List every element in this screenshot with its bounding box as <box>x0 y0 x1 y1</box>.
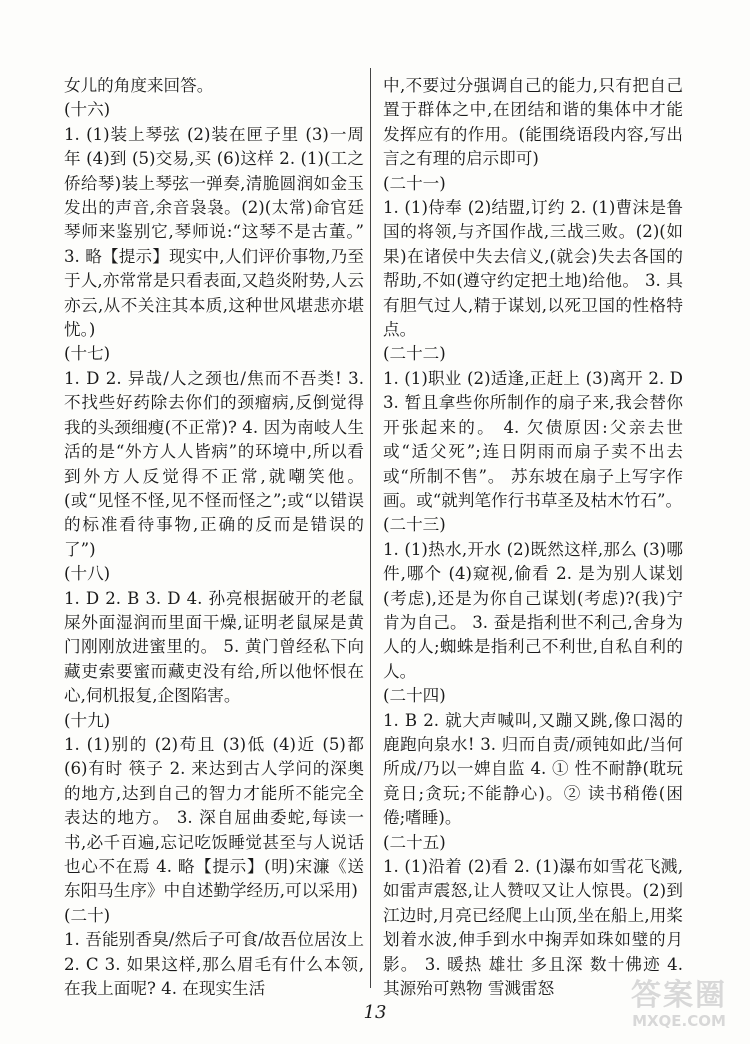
watermark-logo <box>620 980 738 1034</box>
section-heading: (十九) <box>64 710 111 730</box>
section-heading: (二十二) <box>383 344 446 364</box>
left-column <box>64 74 364 1001</box>
answer-paragraph: 1. D 2. B 3. D 4. 孙亮根据破开的老鼠屎外面湿润而里面干燥,证明老鼠屎是黄门刚刚放进蜜里的。 5. 黄门曾经私下向藏吏索要蜜而藏吏没有给,所以他怀恨在心,伺机报复,企图陷害。 <box>64 588 364 706</box>
section-heading: (二十) <box>64 905 111 925</box>
answer-paragraph: 1. (1)沿着 (2)看 2. (1)瀑布如雪花飞溅,如雷声震怒,让人赞叹又让人惊畏。(2)到江边时,月亮已经爬上山顶,坐在船上,用桨划着水波,伸手到水中掬弄如珠如璧的月影。 3. 暖热 雄壮 多且深 数十佛迹 4. 其源殆可熟物 雪溅雷怒 <box>383 857 683 999</box>
column-divider <box>370 68 371 988</box>
section-heading: (二十三) <box>383 515 446 535</box>
answer-paragraph: 1. B 2. 就大声喊叫,又蹦又跳,像口渴的鹿跑向泉水! 3. 归而自责/顽钝如此/当何所成/乃以一婢自监 4. ① 性不耐静(耽玩竟日;贪玩;不能静心)。② 读书稍倦(困倦;嗜睡)。 <box>383 710 683 828</box>
answer-paragraph: 1. (1)侍奉 (2)结盟,订约 2. (1)曹沫是鲁国的将领,与齐国作战,三战三败。(2)(如果)在诸侯中失去信义,(就会)失去各国的帮助,不如(遵守约定把土地)给他。 3. 具有胆气过人,精于谋划,以死卫国的性格特点。 <box>383 198 683 340</box>
watermark-url: MXQE.COM <box>632 1012 726 1030</box>
section-heading: (二十四) <box>383 686 446 706</box>
answer-paragraph: 中,不要过分强调自己的能力,只有把自己置于群体之中,在团结和谐的集体中才能发挥应有的作用。(能围绕语段内容,写出言之有理的启示即可) <box>383 76 683 169</box>
answer-paragraph: 1. (1)装上琴弦 (2)装在匣子里 (3)一周年 (4)到 (5)交易,买 (6)这样 2. (1)(工之侨给琴)装上琴弦一弹奏,清脆圆润如金玉发出的声音,余音袅袅。(2)(太常)命官廷琴师来鉴别它,琴师说:“这琴不是古董。” 3. 略【提示】现实中,人们评价事物,乃至于人,亦常常是只看表面,又趋炎附势,人云亦云,从不关注其本质,这种世风堪悲亦堪忧。) <box>64 124 364 340</box>
section-heading: (二十五) <box>383 832 446 852</box>
right-column <box>383 74 683 1001</box>
answer-paragraph: 1. 吾能别香臭/然后子可食/故吾位居汝上 2. C 3. 如果这样,那么眉毛有什么本领,在我上面呢? 4. 在现实生活 <box>64 930 364 999</box>
watermark-text: 答案圈 <box>631 978 727 1013</box>
answer-paragraph: 1. (1)热水,开水 (2)既然这样,那么 (3)哪件,哪个 (4)窥视,偷看 2. 是为别人谋划(考虑),还是为你自己谋划(考虑)?(我)宁肯为自己。 3. 蚕是指利世不利己,舍身为人的人;蜘蛛是指利己不利世,自私自利的人。 <box>383 539 683 681</box>
section-heading: (十七) <box>64 344 111 364</box>
page-number: 13 <box>363 1002 387 1023</box>
section-heading: (十八) <box>64 564 111 584</box>
answer-paragraph: 1. (1)别的 (2)苟且 (3)低 (4)近 (5)都 (6)有时 筷子 2. 来达到古人学问的深奥的地方,达到自己的智力才能所不能完全表达的地方。 3. 深自屈曲委蛇,每读一书,必千百遍,忘记吃饭睡觉甚至与人说话也心不在焉 4. 略【提示】(明)宋濂《送东阳马生序》中自述勤学经历,可以采用) <box>64 734 364 901</box>
text-line: 女儿的角度来回答。 <box>64 76 214 95</box>
answer-paragraph: 1. D 2. 异哉/人之颈也/焦而不吾类! 3. 不找些好药除去你们的颈瘤病,反倒觉得我的头颈细瘦(不正常)? 4. 因为南岐人生活的是“外方人人皆病”的环境中,所以看到外方人反觉得不正常,就嘲笑他。(或“见怪不怪,见不怪而怪之”;或“以错误的标准看待事物,正确的反而是错误的了”) <box>64 368 364 559</box>
answer-paragraph: 1. (1)职业 (2)适逢,正赶上 (3)离开 2. D 3. 暂且拿些你所制作的扇子来,我会替你开张起来的。 4. 欠债原因:父亲去世或“适父死”;连日阴雨而扇子卖不出去或“所制不售”。 苏东坡在扇子上写字作画。或“就判笔作行书草圣及枯木竹石”。 <box>383 368 683 510</box>
section-heading: (十六) <box>64 100 111 120</box>
section-heading: (二十一) <box>383 173 446 193</box>
